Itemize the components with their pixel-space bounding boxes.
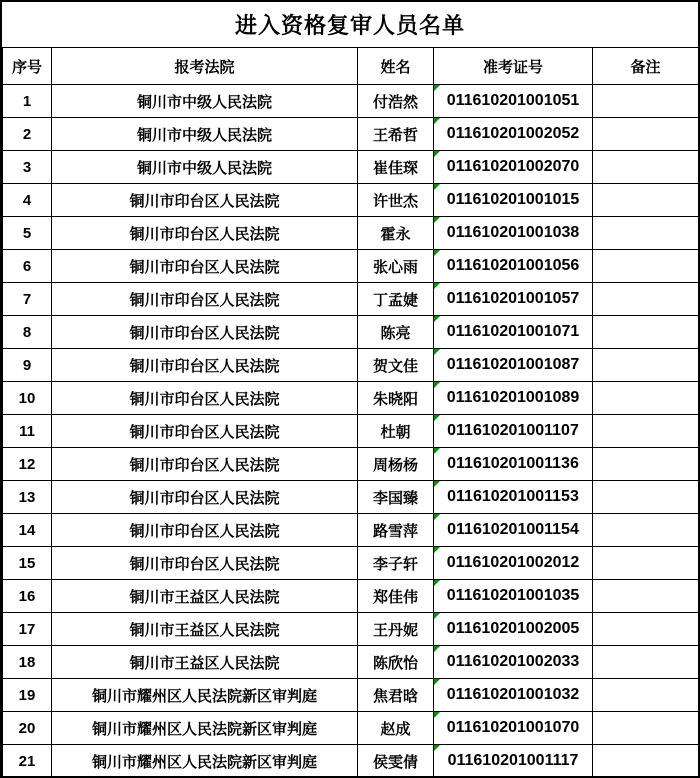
ticket-number: 011610201001056 [446,257,580,274]
cell-name: 贺文佳 [358,349,434,382]
cell-court: 铜川市印台区人民法院 [52,448,358,481]
table-row [3,151,699,184]
table-row [3,481,699,514]
cell-name: 张心雨 [358,250,434,283]
cell-seq: 4 [3,184,52,217]
cell-court: 铜川市耀州区人民法院新区审判庭 [52,679,358,712]
cell-court: 铜川市王益区人民法院 [52,613,358,646]
cell-court: 铜川市印台区人民法院 [52,415,358,448]
ticket-number: 011610201002070 [446,158,580,175]
cell-court: 铜川市王益区人民法院 [52,580,358,613]
header-row [3,48,699,85]
ticket-number: 011610201001087 [446,356,580,373]
ticket-number: 011610201001071 [446,323,580,340]
cell-ticket [434,283,593,316]
cell-ticket [434,679,593,712]
cell-seq: 14 [3,514,52,547]
cell-seq: 21 [3,745,52,778]
cell-court: 铜川市印台区人民法院 [52,547,358,580]
cell-remark [593,745,699,778]
ticket-number: 011610201002052 [446,125,580,142]
table-row [3,514,699,547]
cell-seq: 9 [3,349,52,382]
table-row [3,184,699,217]
number-stored-as-text-indicator-icon [434,151,440,157]
number-stored-as-text-indicator-icon [434,415,440,421]
cell-seq: 12 [3,448,52,481]
cell-ticket [434,217,593,250]
number-stored-as-text-indicator-icon [434,217,440,223]
number-stored-as-text-indicator-icon [434,283,440,289]
cell-remark [593,118,699,151]
number-stored-as-text-indicator-icon [434,250,440,256]
table-row [3,316,699,349]
cell-ticket [434,85,593,118]
cell-remark [593,679,699,712]
cell-court: 铜川市耀州区人民法院新区审判庭 [52,745,358,778]
cell-seq: 2 [3,118,52,151]
cell-court: 铜川市印台区人民法院 [52,481,358,514]
cell-remark [593,184,699,217]
cell-name: 李子轩 [358,547,434,580]
ticket-number: 011610201001136 [447,455,579,472]
number-stored-as-text-indicator-icon [434,547,440,553]
table-row [3,283,699,316]
cell-seq: 19 [3,679,52,712]
cell-seq: 6 [3,250,52,283]
cell-seq: 10 [3,382,52,415]
ticket-number: 011610201001035 [446,587,580,604]
table-row [3,712,699,745]
cell-seq: 17 [3,613,52,646]
ticket-number: 011610201001107 [447,422,579,439]
ticket-number: 011610201001153 [447,488,579,505]
cell-remark [593,448,699,481]
cell-court: 铜川市中级人民法院 [52,151,358,184]
table-row [3,448,699,481]
cell-ticket [434,118,593,151]
table-row [3,613,699,646]
cell-name: 朱晓阳 [358,382,434,415]
cell-court: 铜川市王益区人民法院 [52,646,358,679]
cell-ticket [434,514,593,547]
cell-remark [593,712,699,745]
cell-ticket [434,349,593,382]
cell-seq: 11 [3,415,52,448]
cell-court: 铜川市印台区人民法院 [52,283,358,316]
cell-remark [593,547,699,580]
cell-remark [593,514,699,547]
cell-name: 丁孟婕 [358,283,434,316]
table-row [3,250,699,283]
col-header-ticket: 准考证号 [434,48,593,85]
number-stored-as-text-indicator-icon [434,85,440,91]
cell-remark [593,283,699,316]
cell-name: 侯雯倩 [358,745,434,778]
number-stored-as-text-indicator-icon [434,448,440,454]
number-stored-as-text-indicator-icon [434,679,440,685]
table-row [3,415,699,448]
col-header-name: 姓名 [358,48,434,85]
cell-ticket [434,712,593,745]
cell-seq: 13 [3,481,52,514]
cell-remark [593,151,699,184]
cell-seq: 16 [3,580,52,613]
table-row [3,745,699,778]
number-stored-as-text-indicator-icon [434,316,440,322]
col-header-remark: 备注 [593,48,699,85]
ticket-number: 011610201001089 [446,389,580,406]
cell-remark [593,580,699,613]
number-stored-as-text-indicator-icon [434,382,440,388]
cell-seq: 7 [3,283,52,316]
cell-seq: 1 [3,85,52,118]
cell-remark [593,316,699,349]
cell-name: 霍永 [358,217,434,250]
col-header-seq: 序号 [3,48,52,85]
ticket-number: 011610201001015 [446,191,580,208]
cell-remark [593,349,699,382]
cell-name: 陈欣怡 [358,646,434,679]
table-row [3,217,699,250]
cell-remark [593,415,699,448]
cell-name: 周杨杨 [358,448,434,481]
cell-remark [593,85,699,118]
number-stored-as-text-indicator-icon [434,580,440,586]
number-stored-as-text-indicator-icon [434,118,440,124]
cell-name: 郑佳伟 [358,580,434,613]
cell-ticket [434,448,593,481]
cell-ticket [434,580,593,613]
number-stored-as-text-indicator-icon [434,745,440,751]
cell-name: 赵成 [358,712,434,745]
cell-name: 王希哲 [358,118,434,151]
ticket-number: 011610201002012 [446,554,580,571]
number-stored-as-text-indicator-icon [434,514,440,520]
cell-remark [593,382,699,415]
cell-court: 铜川市中级人民法院 [52,118,358,151]
cell-ticket [434,547,593,580]
cell-court: 铜川市中级人民法院 [52,85,358,118]
table-row [3,679,699,712]
number-stored-as-text-indicator-icon [434,184,440,190]
number-stored-as-text-indicator-icon [434,613,440,619]
table-row [3,382,699,415]
cell-ticket [434,316,593,349]
cell-name: 王丹妮 [358,613,434,646]
table-row [3,349,699,382]
cell-name: 崔佳琛 [358,151,434,184]
cell-name: 李国臻 [358,481,434,514]
cell-ticket [434,646,593,679]
cell-remark [593,613,699,646]
table-row [3,547,699,580]
cell-seq: 15 [3,547,52,580]
cell-remark [593,481,699,514]
cell-court: 铜川市印台区人民法院 [52,184,358,217]
cell-ticket [434,382,593,415]
cell-name: 付浩然 [358,85,434,118]
cell-seq: 8 [3,316,52,349]
cell-seq: 3 [3,151,52,184]
cell-court: 铜川市耀州区人民法院新区审判庭 [52,712,358,745]
cell-seq: 5 [3,217,52,250]
cell-ticket [434,613,593,646]
col-header-court: 报考法院 [52,48,358,85]
cell-court: 铜川市印台区人民法院 [52,217,358,250]
roster-table [2,47,699,778]
cell-remark [593,646,699,679]
cell-court: 铜川市印台区人民法院 [52,250,358,283]
cell-court: 铜川市印台区人民法院 [52,316,358,349]
cell-ticket [434,745,593,778]
ticket-number: 011610201001154 [447,521,579,538]
cell-name: 路雪萍 [358,514,434,547]
ticket-number: 011610201002033 [446,653,580,670]
cell-ticket [434,184,593,217]
cell-ticket [434,250,593,283]
ticket-number: 011610201001032 [446,686,580,703]
cell-ticket [434,151,593,184]
cell-name: 杜朝 [358,415,434,448]
cell-remark [593,217,699,250]
cell-remark [593,250,699,283]
table-row [3,580,699,613]
ticket-number: 011610201001070 [446,719,580,736]
number-stored-as-text-indicator-icon [434,712,440,718]
cell-court: 铜川市印台区人民法院 [52,349,358,382]
table-row [3,85,699,118]
number-stored-as-text-indicator-icon [434,646,440,652]
cell-court: 铜川市印台区人民法院 [52,382,358,415]
cell-seq: 20 [3,712,52,745]
ticket-number: 011610201001117 [447,752,579,769]
number-stored-as-text-indicator-icon [434,349,440,355]
table-row [3,646,699,679]
cell-ticket [434,481,593,514]
ticket-number: 011610201001057 [446,290,580,307]
cell-name: 许世杰 [358,184,434,217]
number-stored-as-text-indicator-icon [434,481,440,487]
cell-ticket [434,415,593,448]
cell-seq: 18 [3,646,52,679]
ticket-number: 011610201002005 [446,620,580,637]
ticket-number: 011610201001051 [446,92,580,109]
cell-name: 陈亮 [358,316,434,349]
table-row [3,118,699,151]
page-title: 进入资格复审人员名单 [234,13,465,38]
ticket-number: 011610201001038 [446,224,580,241]
cell-name: 焦君晗 [358,679,434,712]
cell-court: 铜川市印台区人民法院 [52,514,358,547]
